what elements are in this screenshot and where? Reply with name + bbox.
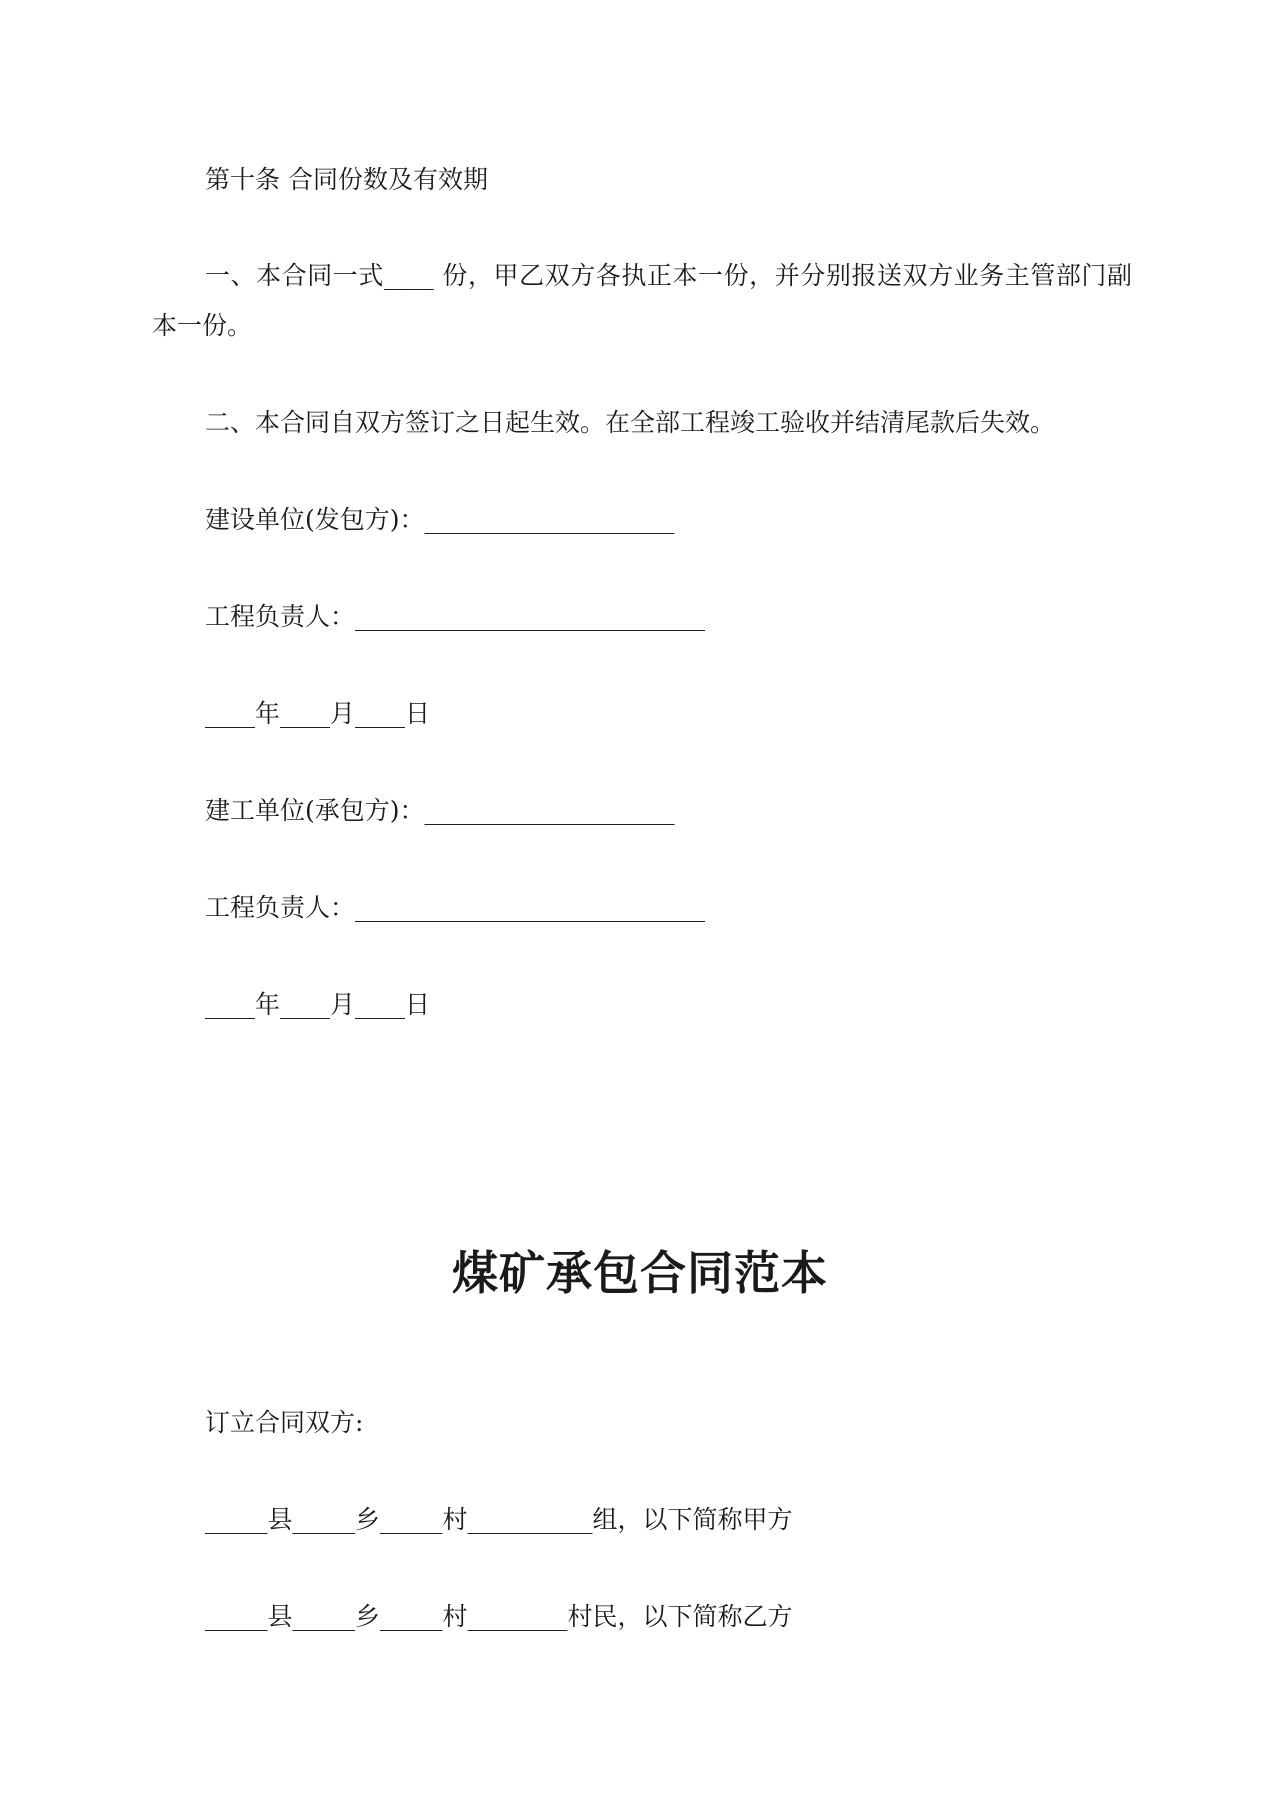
party-b-line: _____县_____乡_____村________村民，以下简称乙方 bbox=[205, 1602, 793, 1631]
contractor-unit-field: 建工单位(承包方)：____________________ bbox=[205, 796, 675, 825]
article-heading: 第十条 合同份数及有效期 bbox=[205, 165, 488, 194]
employer-unit-field: 建设单位(发包方)：____________________ bbox=[205, 505, 675, 534]
clause-copies: 一、本合同一式____ 份，甲乙双方各执正本一份，并分别报送双方业务主管部门副本一份。 bbox=[152, 261, 1132, 340]
employer-date-field: ____年____月____日 bbox=[205, 699, 431, 728]
employer-manager-field: 工程负责人：____________________________ bbox=[205, 602, 706, 631]
contract-parties-label: 订立合同双方: bbox=[205, 1408, 364, 1437]
party-a-line: _____县_____乡_____村__________组，以下简称甲方 bbox=[205, 1505, 793, 1534]
contract-title: 煤矿承包合同范本 bbox=[452, 1246, 828, 1300]
contractor-date-field: ____年____月____日 bbox=[205, 990, 431, 1019]
contractor-manager-field: 工程负责人：____________________________ bbox=[205, 893, 706, 922]
clause-validity: 二、本合同自双方签订之日起生效。在全部工程竣工验收并结清尾款后失效。 bbox=[205, 408, 1056, 437]
